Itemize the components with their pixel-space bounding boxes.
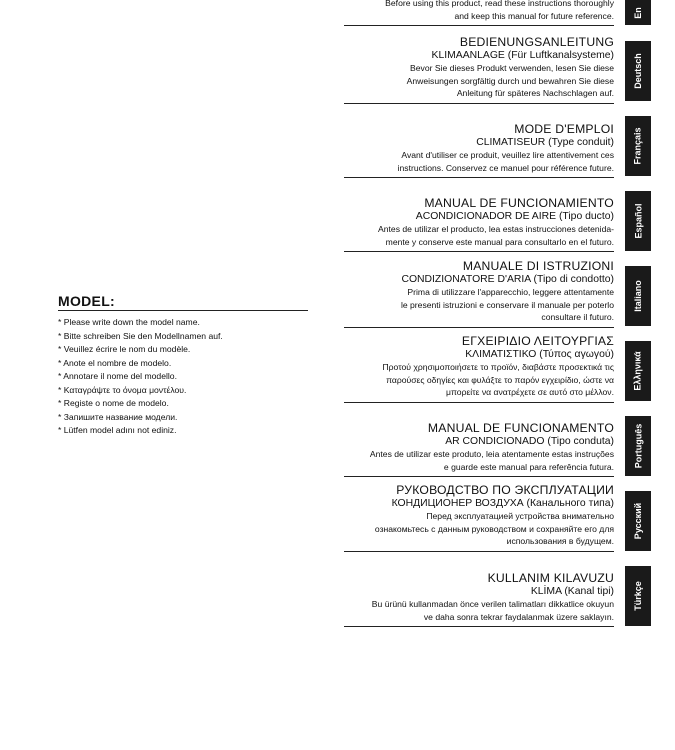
section-title: MODE D'EMPLOI bbox=[514, 122, 614, 136]
section-body-line: le presenti istruzioni e conservare il manuale per poterlo bbox=[400, 299, 614, 310]
language-tab-deutsch bbox=[625, 41, 651, 101]
section-body-line: Перед эксплуатацией устройства внимательно bbox=[426, 511, 614, 521]
language-tab-english bbox=[625, 0, 651, 25]
language-tab-label: Русский bbox=[633, 502, 643, 540]
language-tab-portugues bbox=[625, 416, 651, 476]
model-line: * Anote el nombre de modelo. bbox=[58, 357, 172, 368]
section-divider bbox=[344, 402, 614, 403]
model-line: * Καταγράψτε το όνομα μοντέλου. bbox=[58, 384, 187, 395]
section-subtitle: КОНДИЦИОНЕР ВОЗДУХА (Канального типа) bbox=[391, 498, 614, 509]
section-body-line: ознакомьтесь с данным руководством и сохраняйте его для bbox=[374, 523, 614, 534]
model-line: * Bitte schreiben Sie den Modellnamen auf. bbox=[58, 330, 223, 341]
section-german bbox=[338, 35, 614, 104]
section-divider bbox=[344, 327, 614, 328]
section-body-line: consultare il futuro. bbox=[541, 312, 614, 323]
model-block bbox=[58, 293, 308, 438]
section-divider bbox=[344, 103, 614, 104]
language-tab-label: Deutsch bbox=[633, 53, 644, 89]
model-line: * Please write down the model name. bbox=[58, 317, 200, 327]
section-turkish bbox=[338, 571, 614, 627]
language-tab-label: Español bbox=[633, 203, 644, 239]
section-title: MANUAL DE FUNCIONAMIENTO bbox=[424, 196, 614, 210]
section-title: MANUAL DE FUNCIONAMENTO bbox=[427, 421, 614, 435]
section-divider bbox=[344, 25, 614, 26]
section-subtitle: ACONDICIONADOR DE AIRE (Tipo ducto) bbox=[415, 211, 614, 222]
section-title: KULLANIM KILAVUZU bbox=[487, 571, 614, 585]
section-title: MANUALE DI ISTRUZIONI bbox=[462, 259, 614, 273]
section-divider bbox=[344, 251, 614, 252]
section-divider bbox=[344, 177, 614, 178]
language-tab-greek bbox=[625, 341, 651, 401]
language-tab-label: Français bbox=[633, 127, 643, 165]
section-body-line: Προτού χρησιμοποιήσετε το προϊόν, διαβάστε προσεκτικά τις bbox=[382, 362, 614, 372]
model-line: * Annotare il nome del modello. bbox=[58, 371, 177, 381]
section-spanish bbox=[338, 196, 614, 252]
section-body-line: Before using this product, read these instructions thoroughly bbox=[385, 0, 614, 8]
section-italian bbox=[338, 259, 614, 328]
section-subtitle: CLIMATISEUR (Type conduit) bbox=[476, 137, 614, 148]
section-body-line: μπορείτε να ανατρέχετε σε αυτό στο μέλλον. bbox=[446, 387, 614, 398]
language-tab-label: Italiano bbox=[633, 280, 644, 312]
section-body-line: ve daha sonra tekrar faydalanmak üzere saklayın. bbox=[423, 611, 614, 622]
language-tab-turkce bbox=[625, 566, 651, 626]
section-divider bbox=[344, 626, 614, 627]
section-body-line: Anweisungen sorgfältig durch und bewahren Sie diese bbox=[406, 75, 614, 86]
section-body-line: παρούσες οδηγίες και φυλάξτε το παρόν εγχειρίδιο, ώστε να bbox=[386, 374, 614, 385]
section-body-line: e guarde este manual para referência futura. bbox=[443, 461, 614, 472]
section-russian bbox=[338, 483, 614, 552]
language-tab-label: Português bbox=[633, 423, 644, 469]
model-line: * Veuillez écrire le nom du modèle. bbox=[58, 344, 191, 354]
language-tab-label: En bbox=[632, 6, 643, 19]
section-english bbox=[338, 0, 614, 26]
section-title: РУКОВОДСТВО ПО ЭКСПЛУАТАЦИИ bbox=[396, 483, 614, 497]
section-body-line: использования в будущем. bbox=[506, 536, 614, 547]
section-subtitle: CONDIZIONATORE D'ARIA (Tipo di condotto) bbox=[401, 274, 614, 285]
section-body-line: instructions. Conservez ce manuel pour référence future. bbox=[397, 162, 614, 173]
language-tab-francais bbox=[625, 116, 651, 176]
model-title: MODEL: bbox=[58, 293, 308, 311]
section-body-line: and keep this manual for future reference. bbox=[454, 10, 614, 21]
section-body-line: Anleitung für späteres Nachschlagen auf. bbox=[456, 88, 614, 99]
section-portuguese bbox=[338, 421, 614, 477]
section-body-line: Antes de utilizar el producto, lea estas instrucciones detenida- bbox=[378, 224, 614, 234]
model-line: * Запишите название модели. bbox=[58, 411, 178, 422]
model-line: * Registe o nome de modelo. bbox=[58, 398, 169, 408]
section-divider bbox=[344, 551, 614, 552]
section-subtitle: AR CONDICIONADO (Tipo conduta) bbox=[445, 436, 614, 447]
section-greek bbox=[338, 334, 614, 403]
language-tab-russian bbox=[625, 491, 651, 551]
section-title: BEDIENUNGSANLEITUNG bbox=[459, 35, 614, 49]
section-french bbox=[338, 122, 614, 178]
section-body-line: Bevor Sie dieses Produkt verwenden, lesen Sie diese bbox=[410, 63, 614, 73]
model-line: * Lütfen model adını not ediniz. bbox=[58, 425, 177, 435]
section-title: ΕΓΧΕΙΡΙΔΙΟ ΛΕΙΤΟΥΡΓΙΑΣ bbox=[461, 334, 614, 348]
section-subtitle: KLIMAANLAGE (Für Luftkanalsysteme) bbox=[431, 50, 614, 61]
section-body-line: mente y conserve este manual para consultarlo en el futuro. bbox=[385, 236, 614, 247]
language-tab-label: Türkçe bbox=[633, 581, 644, 611]
language-tab-italiano bbox=[625, 266, 651, 326]
language-tab-espanol bbox=[625, 191, 651, 251]
section-body-line: Antes de utilizar este produto, leia atentamente estas instruções bbox=[369, 449, 614, 459]
section-divider bbox=[344, 476, 614, 477]
section-body-line: Avant d'utiliser ce produit, veuillez lire attentivement ces bbox=[401, 150, 614, 160]
section-body-line: Bu ürünü kullanmadan önce verilen talimatları dikkatlice okuyun bbox=[371, 599, 614, 609]
language-tab-label: Ελληνικά bbox=[633, 351, 643, 391]
section-subtitle: KLİMA (Kanal tipi) bbox=[530, 586, 614, 597]
section-subtitle: ΚΛΙΜΑΤΙΣΤΙΚΟ (Τύπος αγωγού) bbox=[465, 349, 614, 360]
section-body-line: Prima di utilizzare l'apparecchio, leggere attentamente bbox=[407, 287, 614, 297]
